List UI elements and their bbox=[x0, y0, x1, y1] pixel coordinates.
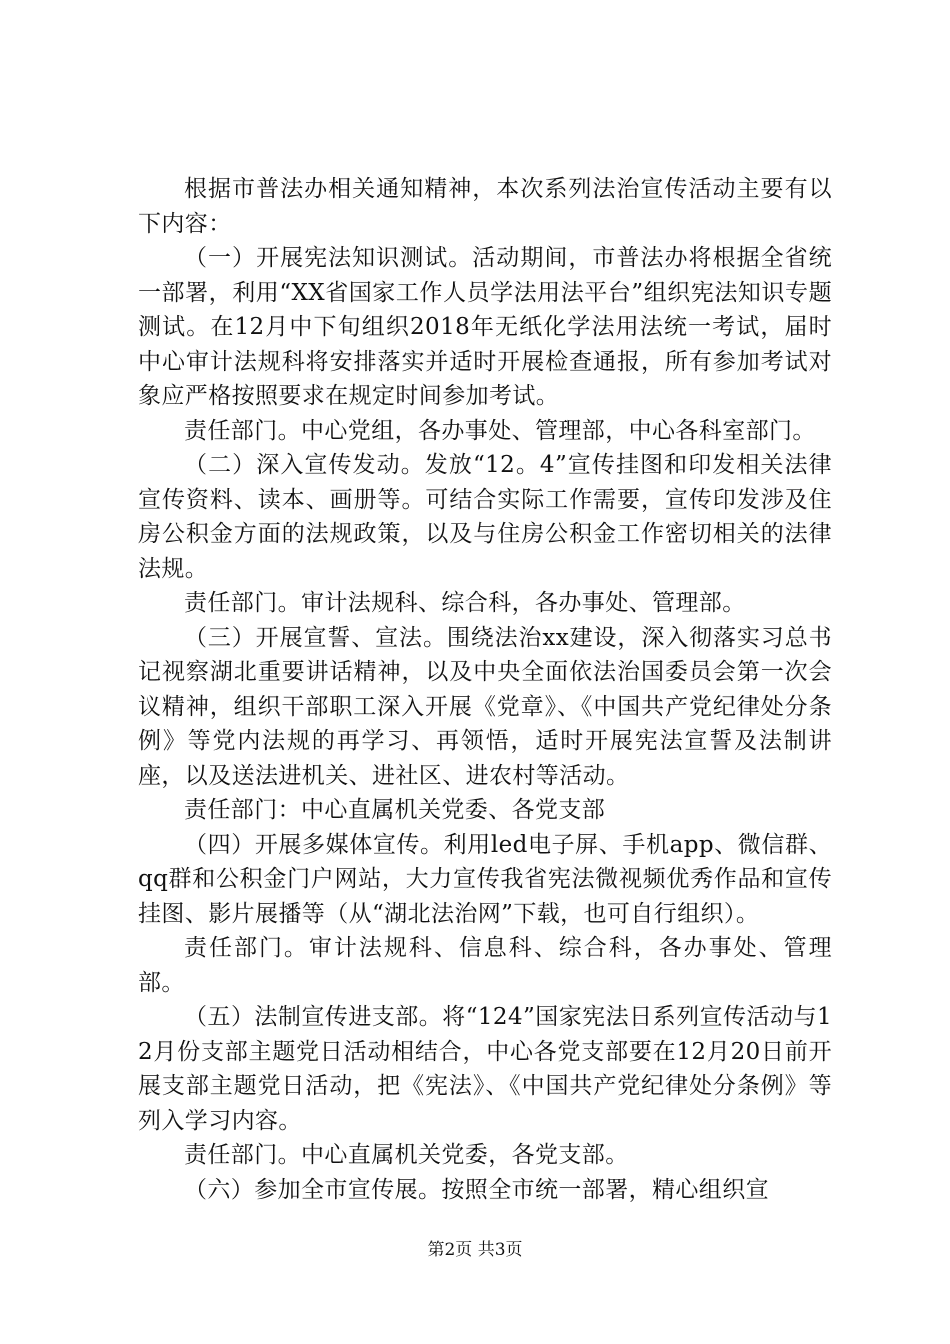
paragraph-responsibility-2: 责任部门。审计法规科、综合科，各办事处、管理部。 bbox=[184, 590, 746, 616]
paragraph-item-6: （六）参加全市宣传展。按照全市统一部署，精心组织宣 bbox=[184, 1176, 769, 1203]
paragraph-intro: 根据市普法办相关通知精神，本次系列法治宣传活动主要有以下内容： bbox=[138, 176, 832, 237]
paragraph-responsibility-3: 责任部门：中心直属机关党委、各党支部 bbox=[184, 797, 606, 823]
document-body bbox=[138, 172, 832, 1207]
paragraph-responsibility-5: 责任部门。中心直属机关党委，各党支部。 bbox=[184, 1142, 629, 1168]
paragraph-item-1: （一）开展宪法知识测试。活动期间，市普法办将根据全省统一部署，利用“XX省国家工作人员学法用法平台”组织宪法知识专题测试。在12月中下旬组织2018年无纸化学法用法统一考试，届时中心审计法规科将安排落实并适时开展检查通报，所有参加考试对象应严格按照要求在规定时间参加考试。 bbox=[138, 245, 832, 409]
paragraph-responsibility-4: 责任部门。审计法规科、信息科、综合科，各办事处、管理部。 bbox=[138, 935, 832, 996]
paragraph-item-2: （二）深入宣传发动。发放“12。4”宣传挂图和印发相关法律宣传资料、读本、画册等。可结合实际工作需要，宣传印发涉及住房公积金方面的法规政策，以及与住房公积金工作密切相关的法律法规。 bbox=[138, 452, 832, 582]
paragraph-item-3: （三）开展宣誓、宣法。围绕法治xx建设，深入彻落实习总书记视察湖北重要讲话精神，以及中央全面依法治国委员会第一次会议精神，组织干部职工深入开展《党章》、《中国共产党纪律处分条例》等党内法规的再学习、再领悟，适时开展宪法宣誓及法制讲座，以及送法进机关、进社区、进农村等活动。 bbox=[138, 624, 832, 789]
paragraph-item-4: （四）开展多媒体宣传。利用led电子屏、手机app、微信群、qq群和公积金门户网站，大力宣传我省宪法微视频优秀作品和宣传挂图、影片展播等（从“湖北法治网”下载，也可自行组织）。 bbox=[138, 831, 832, 927]
paragraph-item-5: （五）法制宣传进支部。将“124”国家宪法日系列宣传活动与12月份支部主题党日活动相结合，中心各党支部要在12月20日前开展支部主题党日活动，把《宪法》、《中国共产党纪律处分条例》等列入学习内容。 bbox=[138, 1004, 832, 1134]
paragraph-responsibility-1: 责任部门。中心党组，各办事处、管理部，中心各科室部门。 bbox=[184, 417, 816, 444]
page-number-footer: 第2页 共3页 bbox=[427, 1240, 523, 1260]
